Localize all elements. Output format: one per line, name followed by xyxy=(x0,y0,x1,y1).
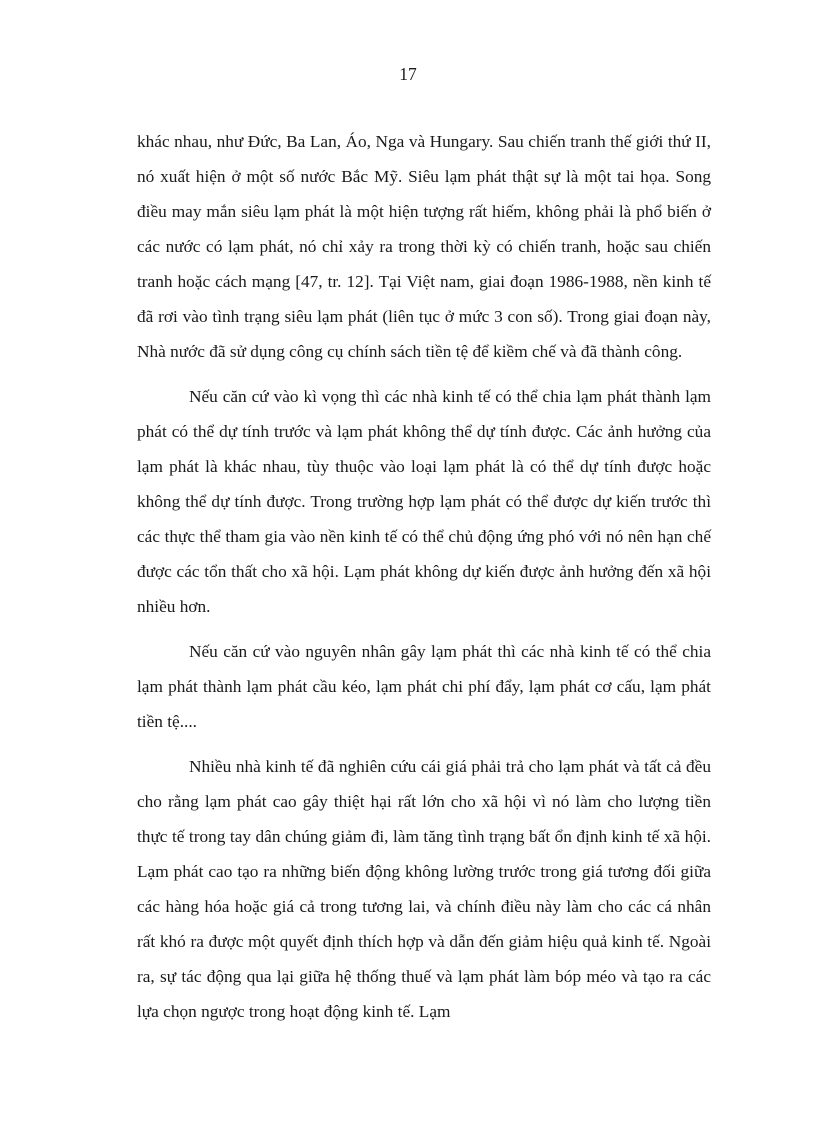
page-number: 17 xyxy=(399,64,417,84)
paragraph-continued: khác nhau, như Đức, Ba Lan, Áo, Nga và Hungary. Sau chiến tranh thế giới thứ II, nó xuất hiện ở một số nước Bắc Mỹ. Siêu lạm phát thật sự là một tai họa. Song điều may mắn siêu lạm phát là một hiện tượng rất hiếm, không phải là phổ biến ở các nước có lạm phát, nó chỉ xảy ra trong thời kỳ có chiến tranh, hoặc sau chiến tranh hoặc cách mạng [47, tr. 12]. Tại Việt nam, giai đoạn 1986-1988, nền kinh tế đã rơi vào tình trạng siêu lạm phát (liên tục ở mức 3 con số). Trong giai đoạn này, Nhà nước đã sử dụng công cụ chính sách tiền tệ để kiềm chế và đã thành công. xyxy=(137,132,711,361)
paragraph-expectation-classification: Nếu căn cứ vào kì vọng thì các nhà kinh tế có thể chia lạm phát thành lạm phát có thể dự tính trước và lạm phát không thể dự tính được. Các ảnh hưởng của lạm phát là khác nhau, tùy thuộc vào loại lạm phát là có thể dự tính được hoặc không thể dự tính được. Trong trường hợp lạm phát có thể được dự kiến trước thì các thực thể tham gia vào nền kinh tế có thể chủ động ứng phó với nó nên hạn chế được các tổn thất cho xã hội. Lạm phát không dự kiến được ảnh hưởng đến xã hội nhiều hơn. xyxy=(137,387,711,616)
paragraph-cause-classification: Nếu căn cứ vào nguyên nhân gây lạm phát thì các nhà kinh tế có thể chia lạm phát thành lạm phát cầu kéo, lạm phát chi phí đẩy, lạm phát cơ cấu, lạm phát tiền tệ.... xyxy=(137,642,711,731)
body-text xyxy=(137,124,711,1029)
paragraph-cost-of-inflation: Nhiều nhà kinh tế đã nghiên cứu cái giá phải trả cho lạm phát và tất cả đều cho rằng lạm phát cao gây thiệt hại rất lớn cho xã hội vì nó làm cho lượng tiền thực tế trong tay dân chúng giảm đi, làm tăng tình trạng bất ổn định kinh tế xã hội. Lạm phát cao tạo ra những biến động không lường trước trong giá tương đối giữa các hàng hóa hoặc giá cả trong tương lai, và chính điều này làm cho các cá nhân rất khó ra được một quyết định thích hợp và dẫn đến giảm hiệu quả kinh tế. Ngoài ra, sự tác động qua lại giữa hệ thống thuế và lạm phát làm bóp méo và tạo ra các lựa chọn ngược trong hoạt động kinh tế. Lạm xyxy=(137,757,711,1021)
